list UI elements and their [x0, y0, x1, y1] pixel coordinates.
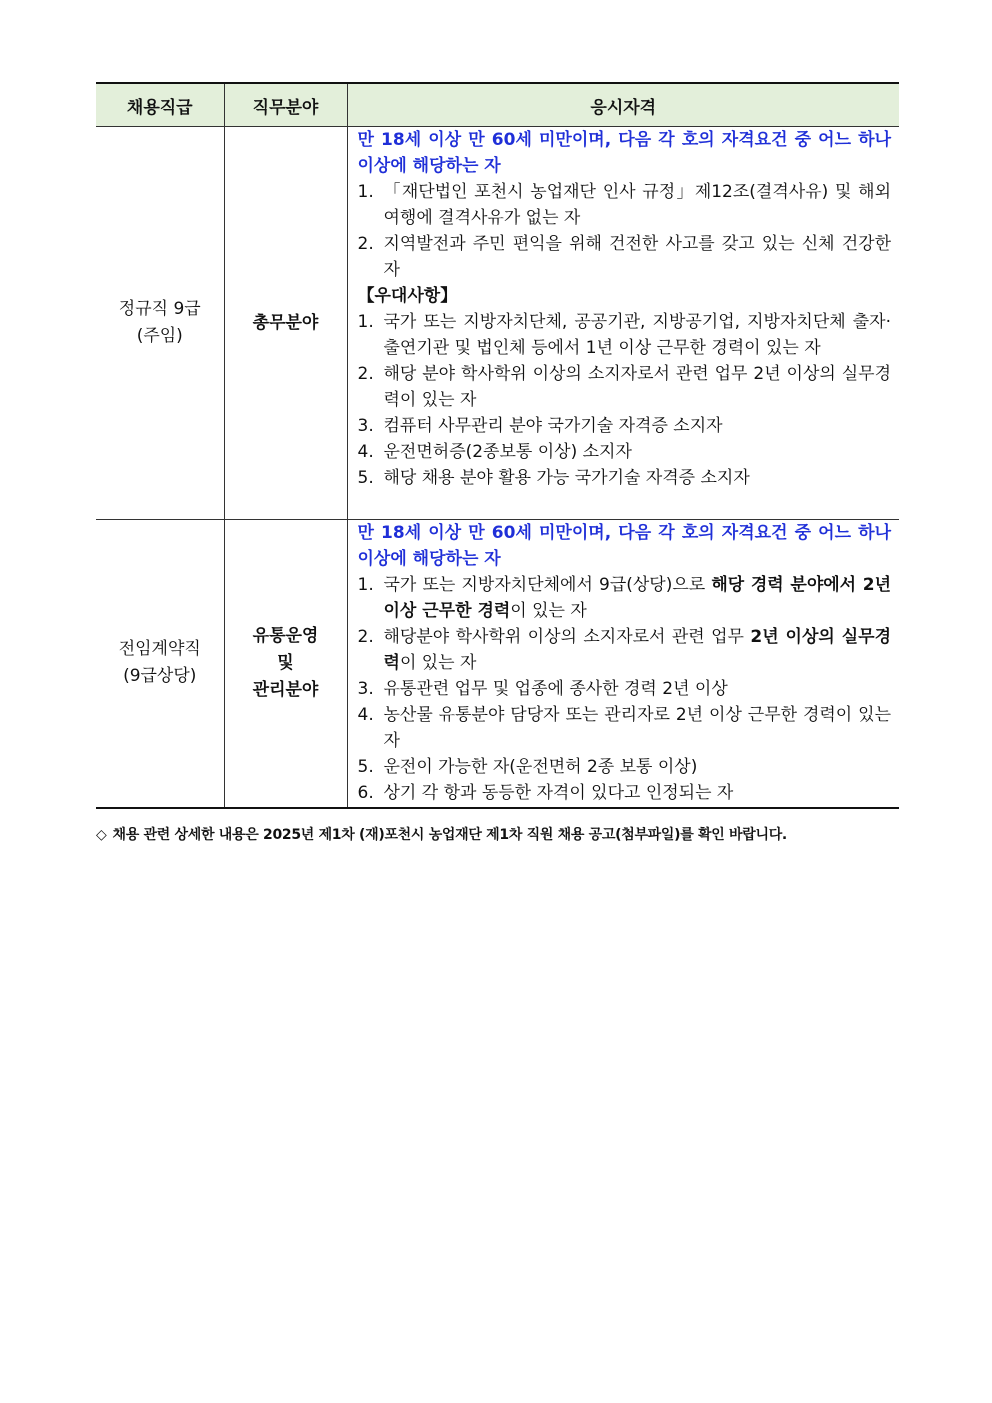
item-text: 컴퓨터 사무관리 분야 국가기술 자격증 소지자 [383, 416, 723, 436]
item-text: 상기 각 항과 동등한 자격이 있다고 인정되는 자 [383, 783, 734, 803]
item-number: 2. [357, 234, 374, 254]
field-cell [224, 520, 347, 808]
table-row [96, 520, 899, 808]
field-line: 관리분야 [252, 679, 319, 700]
grade-line: (9급상당) [123, 666, 197, 687]
list-item [358, 179, 892, 231]
item-number: 4. [357, 705, 374, 725]
list-item [358, 780, 892, 806]
item-text: 해당분야 학사학위 이상의 소지자로서 관련 업무 [383, 627, 751, 647]
item-number: 5. [357, 468, 374, 488]
item-number: 4. [357, 442, 374, 462]
grade-cell [96, 127, 224, 520]
qualification-intro: 만 18세 이상 만 60세 미만이며, 다음 각 호의 자격요건 중 어느 하나 이상에 해당하는 자 [357, 523, 891, 569]
header-field: 직무분야 [224, 83, 347, 127]
list-item [358, 754, 892, 780]
list-item [358, 572, 892, 624]
item-text: 해당 분야 학사학위 이상의 소지자로서 관련 업무 2년 이상의 실무경력이 있는 자 [383, 364, 891, 410]
field-line: 총무분야 [252, 312, 319, 333]
list-item [358, 309, 892, 361]
item-text: 「재단법인 포천시 농업재단 인사 규정」제12조(결격사유) 및 해외여행에 결격사유가 없는 자 [383, 182, 891, 228]
grade-line: 전임계약직 [118, 639, 201, 660]
item-emphasis: 2년 이상의 실무경력 [383, 627, 891, 673]
item-number: 2. [357, 364, 374, 384]
qualification-intro: 만 18세 이상 만 60세 미만이며, 다음 각 호의 자격요건 중 어느 하나 이상에 해당하는 자 [357, 130, 891, 176]
preference-list [358, 309, 892, 491]
recruitment-table [96, 82, 899, 809]
table-header-row [96, 83, 899, 127]
grade-line: 정규직 9급 [118, 299, 201, 319]
footnote-text: 채용 관련 상세한 내용은 2025년 제1차 (재)포천시 농업재단 제1차 직원 채용 공고(첨부파일)를 확인 바랍니다. [112, 827, 787, 843]
diamond-icon: ◇ [96, 827, 107, 843]
item-text: 운전면허증(2종보통 이상) 소지자 [383, 442, 632, 462]
item-number: 1. [357, 575, 374, 595]
list-item [358, 676, 892, 702]
item-text: 이 있는 자 [510, 601, 587, 621]
list-item [358, 413, 892, 439]
table-row [96, 127, 899, 520]
list-item [358, 231, 892, 283]
item-number: 3. [357, 679, 374, 699]
item-number: 6. [357, 783, 374, 803]
item-text: 이 있는 자 [399, 653, 477, 673]
field-cell [224, 127, 347, 520]
item-text: 국가 또는 지방자치단체, 공공기관, 지방공기업, 지방자치단체 출자·출연기관 및 법인체 등에서 1년 이상 근무한 경력이 있는 자 [383, 312, 891, 358]
qualification-list [358, 572, 892, 806]
item-text: 유통관련 업무 및 업종에 종사한 경력 2년 이상 [383, 679, 728, 699]
list-item [358, 465, 892, 491]
field-line: 및 [277, 652, 294, 673]
item-text: 국가 또는 지방자치단체에서 9급(상당)으로 [383, 575, 712, 595]
item-emphasis: 해당 경력 분야에서 2년 이상 근무한 경력 [383, 575, 892, 621]
item-number: 1. [357, 182, 374, 202]
item-number: 1. [357, 312, 374, 332]
item-text: 지역발전과 주민 편익을 위해 건전한 사고를 갖고 있는 신체 건강한 자 [383, 234, 891, 280]
list-item [358, 702, 892, 754]
item-text: 운전이 가능한 자(운전면허 2종 보통 이상) [383, 757, 698, 777]
header-grade: 채용직급 [96, 83, 224, 127]
qualification-cell [347, 127, 899, 520]
item-text: 해당 채용 분야 활용 가능 국가기술 자격증 소지자 [383, 468, 750, 488]
item-text: 농산물 유통분야 담당자 또는 관리자로 2년 이상 근무한 경력이 있는 자 [383, 705, 891, 751]
list-item [358, 439, 892, 465]
list-item [358, 361, 892, 413]
field-line: 유통운영 [252, 625, 319, 646]
qualification-cell [347, 520, 899, 808]
item-number: 2. [357, 627, 374, 647]
grade-cell [96, 520, 224, 808]
qualification-list [358, 179, 892, 283]
header-qualification: 응시자격 [347, 83, 899, 127]
list-item [358, 624, 892, 676]
preference-title: 【우대사항】 [357, 286, 458, 306]
grade-line: (주임) [136, 326, 183, 346]
item-number: 5. [357, 757, 374, 777]
item-number: 3. [357, 416, 374, 436]
footnote [96, 824, 899, 844]
